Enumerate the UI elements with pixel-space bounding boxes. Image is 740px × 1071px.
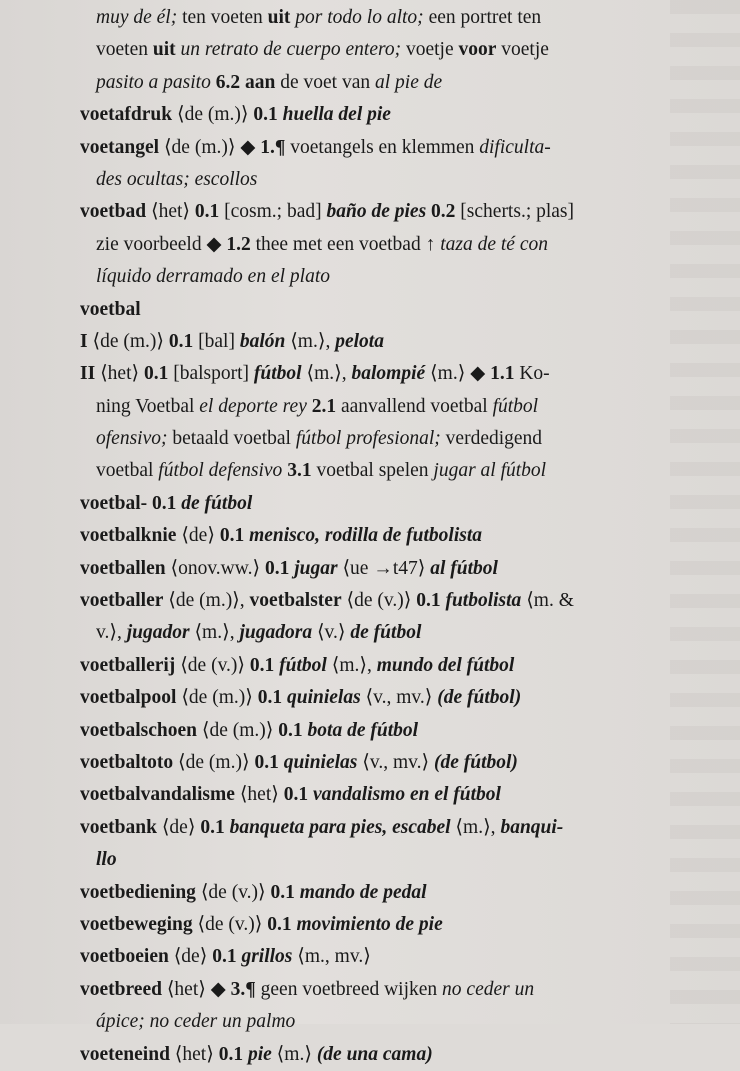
entry-text: ⟨m.⟩: [425, 363, 471, 385]
translation-bold: banqui-: [500, 816, 564, 838]
entry-text: geen voetbreed wijken: [255, 978, 443, 1000]
entry-text: ⟨de (m.)⟩: [173, 751, 255, 773]
sense-number: 0.1: [143, 363, 169, 385]
entry-text: [cosm.; bad]: [219, 201, 327, 223]
line-27: [80, 844, 725, 876]
entry-text: ⟨de (v.)⟩: [195, 881, 271, 903]
headword: voetbalvandalisme: [80, 784, 235, 806]
translation: dificulta-: [479, 136, 551, 158]
dictionary-column: [80, 2, 725, 1071]
sense-number: voor: [458, 39, 497, 61]
entry-text: [bal]: [193, 330, 240, 352]
translation: muy de él;: [96, 7, 178, 28]
line-21: [80, 650, 725, 682]
line-33: [80, 1039, 725, 1071]
line-1: [80, 2, 725, 34]
translation-bold: quinielas: [286, 687, 361, 709]
line-19: [80, 585, 725, 617]
translation-bold: balón: [239, 330, 286, 352]
sense-number: 0.1: [254, 751, 279, 773]
line-20: [80, 617, 725, 649]
sense-number: 0.2: [431, 201, 456, 223]
phrase-marker: ◆: [210, 978, 226, 1000]
entry-text: ⟨v., mv.⟩: [360, 687, 438, 709]
entry-text: ⟨de⟩: [156, 816, 201, 838]
line-10: [80, 294, 725, 326]
translation-bold: movimiento de pie: [296, 913, 443, 935]
headword: voetbeweging: [80, 913, 193, 935]
line-7: [80, 196, 725, 228]
sense-number: 1.¶: [260, 136, 286, 158]
translation: fútbol defensivo: [158, 460, 283, 482]
entry-text: ⟨de (v.)⟩: [175, 654, 250, 676]
sense-number: 0.1: [218, 1043, 244, 1065]
entry-text: ⟨m.⟩: [271, 1043, 317, 1065]
entry-text: ⟨de (v.)⟩: [341, 590, 417, 612]
entry-text: aanvallend voetbal: [336, 395, 493, 417]
line-26: [80, 812, 725, 844]
line-30: [80, 941, 725, 973]
headword: voetbalpool: [80, 687, 177, 709]
sense-number: 0.1: [219, 525, 245, 547]
translation: fútbol: [492, 395, 539, 417]
entry-text: Ko-: [514, 363, 550, 385]
sense-number: 0.1: [152, 492, 177, 514]
sense-number: 0.1: [200, 816, 225, 838]
headword: voetballen: [80, 557, 166, 579]
translation-bold: jugar: [294, 557, 338, 579]
entry-text: ⟨de (m.)⟩,: [163, 590, 250, 612]
sense-number: II: [80, 363, 96, 385]
entry-text: voetangels en klemmen: [285, 136, 480, 158]
translation: pasito a pasito: [96, 71, 211, 93]
translation: el deporte rey: [199, 395, 307, 417]
sense-number: 0.1: [278, 719, 303, 741]
line-29: [80, 909, 725, 941]
headword: voetbal: [80, 298, 141, 320]
entry-text: [balsport]: [168, 363, 254, 385]
translation: un retrato de cuerpo entero;: [180, 39, 402, 61]
entry-text: ⟨m., mv.⟩: [292, 946, 371, 968]
headword: voetbalknie: [80, 525, 177, 547]
entry-text: ⟨de (m.)⟩: [172, 104, 254, 126]
translation-bold: pelota: [335, 330, 384, 352]
headword: voeteneind: [80, 1043, 170, 1065]
entry-text: voetbal spelen: [311, 460, 434, 482]
line-8: [80, 229, 725, 261]
phrase-marker: ◆: [240, 136, 256, 158]
line-25: [80, 779, 725, 811]
entry-text: ⟨m.⟩,: [301, 363, 352, 385]
translation: taza de té con: [440, 233, 548, 255]
headword: voetbad: [80, 201, 147, 223]
phrase-marker: ◆: [470, 363, 486, 385]
sense-number: 0.1: [253, 104, 278, 126]
translation-bold: fútbol: [279, 654, 327, 676]
entry-text: voetbal: [96, 460, 159, 482]
line-28: [80, 877, 725, 909]
entry-text: ⟨v., mv.⟩: [357, 751, 434, 773]
sense-number: 0.1: [168, 330, 194, 352]
translation-bold: banqueta para pies, escabel: [229, 816, 451, 838]
entry-text: zie voorbeeld: [96, 233, 207, 255]
sense-number: 0.1: [270, 881, 295, 903]
entry-text: ⟨de (v.)⟩: [192, 913, 268, 935]
headword: voetbal-: [80, 492, 148, 514]
entry-text: ⟨de (m.)⟩: [197, 719, 279, 741]
entry-text: ⟨het⟩: [95, 363, 144, 385]
sense-number: 0.1: [212, 946, 237, 968]
line-13: [80, 391, 725, 423]
line-22: [80, 682, 725, 714]
entry-text: ⟨m.⟩,: [189, 622, 240, 644]
translation-bold: grillos: [241, 946, 293, 968]
line-31: [80, 974, 725, 1006]
translation-bold: de fútbol: [181, 492, 253, 514]
sense-number: 6.2: [215, 71, 241, 93]
translation-bold: mando de pedal: [299, 881, 427, 903]
translation-bold: llo: [96, 849, 117, 871]
translation-bold: baño de pies: [326, 201, 427, 223]
translation-bold: bota de fútbol: [307, 719, 419, 741]
translation: ofensivo;: [96, 428, 168, 450]
translation-bold: quinielas: [283, 751, 358, 773]
translation: des ocultas; escollos: [96, 168, 258, 190]
sense-number: aan: [244, 71, 276, 93]
headword: voetbreed: [80, 978, 162, 1000]
translation: no ceder un: [442, 978, 535, 1000]
line-15: [80, 455, 725, 487]
translation-bold: huella del pie: [282, 104, 391, 126]
translation: fútbol profesional;: [295, 428, 441, 450]
translation-bold: pie: [247, 1043, 272, 1065]
entry-text: ⟨het⟩: [169, 1043, 219, 1065]
translation-bold: balompié: [351, 363, 426, 385]
phrase-marker: ◆: [206, 233, 222, 255]
entry-text: ⟨de (m.)⟩: [159, 136, 241, 158]
entry-text: thee met een voetbad ↑: [250, 233, 441, 255]
translation: jugar al fútbol: [433, 460, 547, 482]
headword: voetangel: [80, 136, 160, 158]
entry-text: v.⟩,: [96, 622, 127, 644]
sense-number: 0.1: [194, 201, 220, 223]
entry-text: betaald voetbal: [167, 428, 296, 450]
translation-bold: jugadora: [239, 622, 313, 644]
entry-text: ⟨het⟩: [234, 784, 284, 806]
entry-text: ⟨de (m.)⟩: [176, 687, 258, 709]
sense-number: 0.1: [416, 590, 441, 612]
translation-bold: (de fútbol): [437, 687, 522, 709]
entry-text: voetje: [401, 39, 459, 61]
entry-text: ⟨het⟩: [161, 978, 211, 1000]
sense-number: 0.1: [283, 784, 309, 806]
headword: voetbediening: [80, 881, 196, 903]
translation-bold: (de una cama): [316, 1043, 433, 1065]
line-18: [80, 553, 725, 585]
translation-bold: vandalismo en el fútbol: [312, 784, 501, 806]
headword: voetbalster: [249, 590, 342, 612]
sense-number: 3.¶: [230, 978, 256, 1000]
entry-text: ⟨de (m.)⟩: [87, 330, 169, 352]
translation-bold: jugador: [126, 622, 190, 644]
line-16: [80, 488, 725, 520]
translation-bold: fútbol: [253, 363, 302, 385]
headword: voetbaltoto: [80, 751, 174, 773]
translation: ápice; no ceder un palmo: [96, 1011, 296, 1033]
translation: líquido derramado en el plato: [96, 266, 330, 288]
entry-text: een portret ten: [423, 7, 542, 28]
sense-number: 2.1: [311, 395, 337, 417]
sense-number: 0.1: [257, 687, 283, 709]
headword: voetbank: [80, 816, 157, 838]
entry-text: ⟨m.⟩,: [450, 816, 501, 838]
line-24: [80, 747, 725, 779]
entry-text: ⟨onov.ww.⟩: [165, 557, 265, 579]
entry-text: voeten: [96, 39, 153, 61]
line-3: [80, 67, 725, 99]
sense-number: 0.1: [267, 913, 292, 935]
translation-bold: al fútbol: [430, 557, 498, 579]
line-12: [80, 358, 725, 390]
entry-text: ⟨ue →t47⟩: [337, 557, 431, 579]
headword: voetballer: [80, 590, 164, 612]
entry-text: de voet van: [275, 71, 375, 93]
line-14: [80, 423, 725, 455]
translation-bold: de fútbol: [350, 622, 422, 644]
entry-text: ning Voetbal: [96, 395, 200, 417]
headword: voetafdruk: [80, 104, 173, 126]
sense-number: I: [80, 330, 88, 352]
headword: voetbalschoen: [80, 719, 197, 741]
translation-bold: mundo del fútbol: [376, 654, 515, 676]
sense-number: uit: [152, 39, 176, 61]
entry-text: ⟨het⟩: [146, 201, 195, 223]
line-17: [80, 520, 725, 552]
entry-text: verdedigend: [440, 428, 543, 450]
entry-text: ⟨v.⟩: [312, 622, 351, 644]
entry-text: ⟨de⟩: [168, 946, 213, 968]
line-2: [80, 34, 725, 66]
sense-number: 0.1: [264, 557, 290, 579]
translation-bold: menisco, rodilla de futbolista: [249, 525, 482, 547]
entry-text: ⟨de⟩: [176, 525, 220, 547]
entry-text: ⟨m.⟩,: [285, 330, 336, 352]
translation-bold: futbolista: [445, 590, 522, 612]
headword: voetballerij: [80, 654, 176, 676]
sense-number: 1.1: [490, 363, 515, 385]
line-5: [80, 132, 725, 164]
line-11: [80, 326, 725, 358]
entry-text: [scherts.; plas]: [455, 201, 575, 223]
line-23: [80, 715, 725, 747]
sense-number: 1.2: [226, 233, 251, 255]
translation-bold: (de fútbol): [433, 751, 518, 773]
sense-number: uit: [267, 7, 291, 28]
sense-number: 0.1: [249, 654, 275, 676]
line-32: [80, 1006, 725, 1038]
line-6: [80, 164, 725, 196]
entry-text: voetje: [496, 39, 549, 61]
headword: voetboeien: [80, 946, 169, 968]
line-4: [80, 99, 725, 131]
translation: por todo lo alto;: [295, 7, 424, 28]
entry-text: ⟨m. &: [521, 590, 574, 612]
sense-number: 3.1: [287, 460, 312, 482]
entry-text: ⟨m.⟩,: [326, 654, 377, 676]
line-9: [80, 261, 725, 293]
entry-text: ten voeten: [177, 7, 268, 28]
translation: al pie de: [374, 71, 443, 93]
